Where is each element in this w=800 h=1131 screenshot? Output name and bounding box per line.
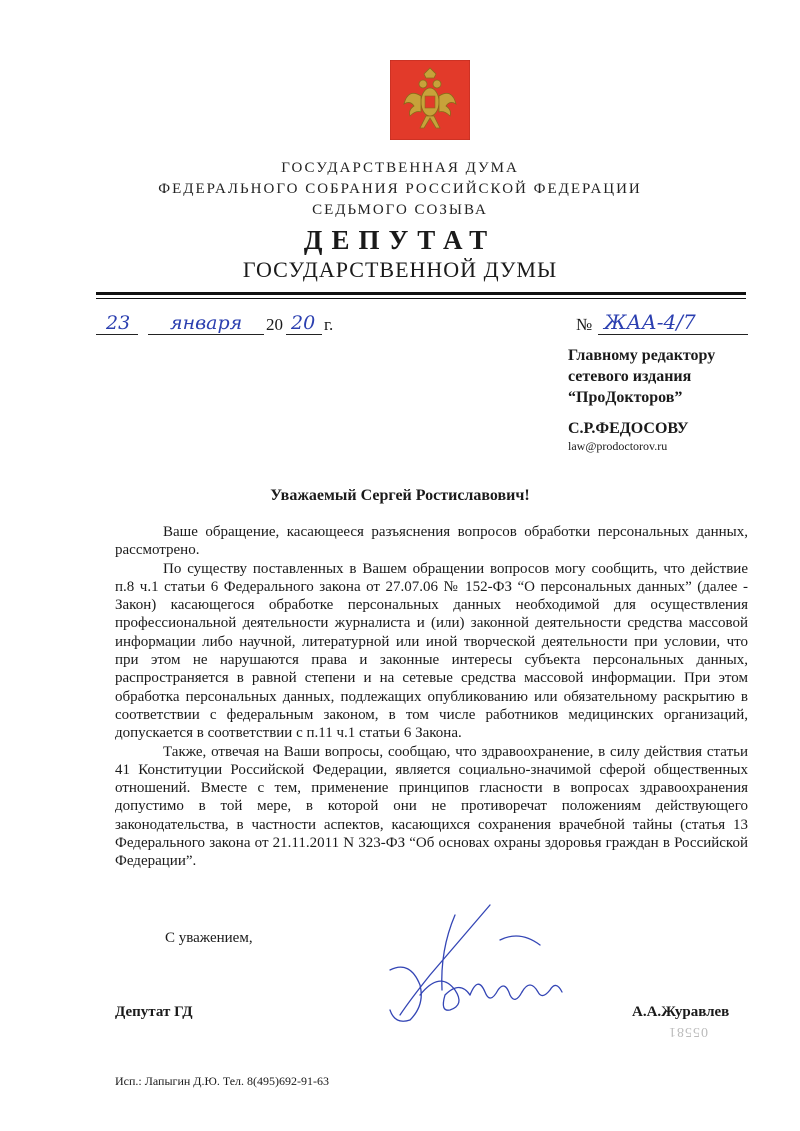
date-year: 20 [291, 312, 316, 334]
reference-number [568, 312, 758, 338]
header-line-federal-assembly: ФЕДЕРАЛЬНОГО СОБРАНИЯ РОССИЙСКОЙ ФЕДЕРАЦИИ [158, 181, 642, 197]
date-day: 23 [106, 312, 131, 334]
header-divider [96, 292, 746, 295]
header-line-convocation: СЕДЬМОГО СОЗЫВА [312, 202, 488, 218]
salutation: Уважаемый Сергей Ростиславович! [270, 487, 530, 504]
closing: С уважением, [165, 930, 253, 946]
stamp-number: 05581 [668, 1024, 708, 1039]
handwritten-signature [370, 900, 600, 1030]
coat-of-arms-icon [390, 60, 470, 140]
signer-name: А.А.Журавлев [632, 1004, 730, 1020]
addressee-line-1: Главному редактору [568, 347, 716, 364]
executor-contact: Исп.: Лапыгин Д.Ю. Тел. 8(495)692-91-63 [115, 1074, 329, 1088]
reference-prefix: № [576, 315, 593, 334]
paragraph: Также, отвечая на Ваши вопросы, сообщаю, что здравоохранение, в силу действия статьи 41 Конституции Российской Федерации, является социально-значимой сферой общественных отношений. Вместе с тем, применение принципов гласности в вопросах здравоохранения допустимо в той мере, в которой они не противоречат положениям действующего законодательства, в частности аспектов, касающихся сохранения врачебной тайны (статья 13 Федерального закона от 21.11.2011 N 323-ФЗ “Об основах охраны здоровья граждан в Российской Федерации”. [115, 743, 748, 870]
letter-body [115, 523, 748, 871]
date-century: 20 [266, 315, 283, 334]
addressee-line-2: сетевого издания [568, 368, 692, 385]
letterhead-title: ДЕПУТАТ [303, 225, 497, 255]
addressee-email: law@prodoctorov.ru [568, 439, 668, 453]
paragraph: По существу поставленных в Вашем обращении вопросов могу сообщить, что действие п.8 ч.1 статьи 6 Федерального закона от 27.07.06 № 152-ФЗ “О персональных данных” (далее - Закон) касающегося обработке персональных данных необходимой для осуществления профессиональной деятельности журналиста и (или) законной деятельности средства массовой информации либо научной, литературной или иной творческой деятельности при условии, что при этом не нарушаются права и законные интересы субъекта персональных данных, распространяется в равной степени и на сетевые средства массовой информации. При этом обработка персональных данных, подлежащих опубликованию или обязательному раскрытию в соответствии с федеральным законом, в том числе работников медицинских организаций, допускается в соответствии с п.11 ч.1 статьи 6 Закона. [115, 560, 748, 742]
header-line-duma: ГОСУДАРСТВЕННАЯ ДУМА [281, 160, 519, 176]
letterhead-subtitle: ГОСУДАРСТВЕННОЙ ДУМЫ [242, 257, 558, 282]
date-month: января [170, 312, 243, 334]
addressee-name: С.Р.ФЕДОСОВУ [568, 420, 689, 437]
header-divider-thin [96, 298, 746, 299]
date-suffix: г. [324, 315, 334, 334]
paragraph: Ваше обращение, касающееся разъяснения вопросов обработки персональных данных, рассмотрено. [115, 524, 748, 559]
signer-title: Депутат ГД [115, 1004, 193, 1020]
addressee-line-3: “ПроДокторов” [568, 389, 683, 406]
letter-date [96, 312, 356, 338]
reference-value: ЖАА-4/7 [604, 310, 696, 334]
